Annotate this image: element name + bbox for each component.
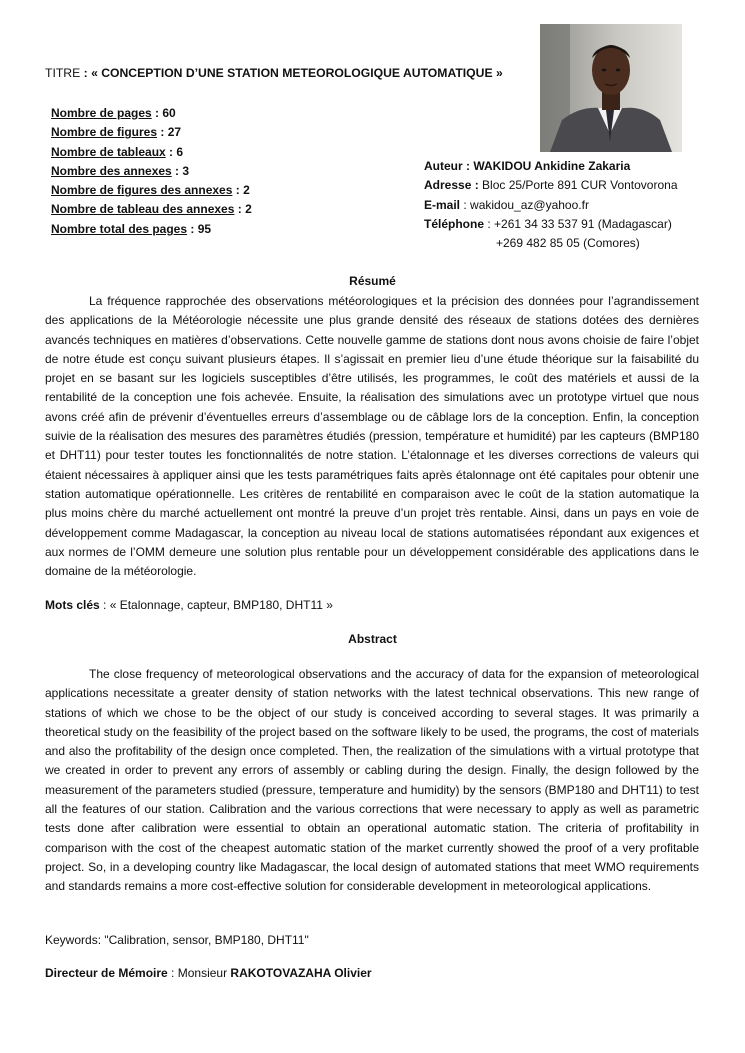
abstract-paragraph: The close frequency of meteorological observations and the accuracy of data for the expansion of meteorological applications necessitate a greater density of station networks with the latest technical observations. This new range of stations of which we chose to be the object of our study is conceived according to several stages. It was primarily a theoretical study on the feasibility of the project based on the software likely to be used, the programs, the cost of materials and also the profitability of the design once completed. Then, the realization of the simulations with a virtual prototype that we created in order to prevent any errors of assembly or cabling during the design. Finally, the design followed by the measurement of the parameters studied (pressure, temperature and humidity) by the sensors (BMP180 and DHT11) to test all the features of our station. Calibration and the various corrections that were necessary to apply as well as parametric tests done after calibration were essential to obtain an operational automatic station. The criteria of profitability in comparison with the cost of the cheapest automatic station of the market currently showed the proof of a very profitable project. So, in a developing country like Madagascar, the local design of automated stations that meet WMO requirements and standards remains a more cost-effective solution for considerable development in meteorological applications. [45,667,699,894]
author-info [424,157,678,253]
phone-row: Téléphone : +261 34 33 537 91 (Madagascar) [424,216,672,231]
stat-row: Nombre de figures : 27 [51,125,182,140]
directeur-label: Directeur de Mémoire [45,966,168,980]
directeur-name: RAKOTOVAZAHA Olivier [230,966,372,980]
abstract-heading: Abstract [348,632,397,646]
stat-row: Nombre de pages : 60 [51,106,176,120]
document-statistics [51,104,252,239]
resume-heading: Résumé [349,274,396,288]
author-name: WAKIDOU Ankidine Zakaria [473,159,631,173]
title-text: « CONCEPTION D’UNE STATION METEOROLOGIQUE AUTOMATIQUE » [91,66,503,80]
phone-value-madagascar: +261 34 33 537 91 (Madagascar) [494,216,672,231]
stat-row: Nombre des annexes : 3 [51,163,190,178]
address-value: Bloc 25/Porte 891 CUR Vontovorona [482,178,678,193]
author-name-row [424,157,678,176]
address-row [424,176,678,195]
phone-row-2 [424,234,678,253]
resume-paragraph: La fréquence rapprochée des observations météorologiques et la précision des données pour l’agrandissement des applications de la Météorologie nécessite une plus grande densité des réseaux de stations dotées des dernières avancés techniques en matières d’observations. Cette nouvelle gamme de stations dont nous avons choisie de faire l’objet de notre étude est conçu suivant plusieurs étapes. Il s’agissait en premier lieu d’une étude théorique sur la faisabilité du projet en se basant sur les logiciels susceptibles d’être utilisés, les programmes, le coût des matériels et aussi de la rentabilité de la conception une fois achevée. Ensuite, la réalisation des simulations avec un prototype virtuel que nous avons créé afin de prévenir d’éventuelles erreurs d’assemblage ou de câblage lors de la conception. Enfin, la conception suivie de la réalisation des mesures des paramètres étudiés (pression, température et humidité) par les capteurs (BMP180 et DHT11) pour tester toutes les fonctionnalités de notre station. L’étalonnage et les diverses corrections de valeurs qui étaient nécessaires à appliquer ainsi que les tests paramétriques faits après étalonnage ont été capitales pour obtenir une station automatique opérationnelle. Les critères de rentabilité en comparaison avec le coût de la station automatique la plus moins chère du marché actuellement ont montré la preuve d’un projet très rentable. Ainsi, dans un pays en voie de développement comme Madagascar, la conception au niveau local de stations automatisées répondant aux exigences et aux normes de l’OMM demeure une solution plus rentable pour un développement considérable des applications dans le domaine de la météorologie. [45,294,699,579]
keywords-line: Keywords: "Calibration, sensor, BMP180, DHT11" [45,933,309,947]
stat-value: 2 [245,202,252,217]
phone-label: Téléphone [424,216,485,231]
mots-cles-value: : « Etalonnage, capteur, BMP180, DHT11 » [99,598,333,612]
stat-row: Nombre de tableaux : 6 [51,144,184,159]
phone-value-comores: +269 482 85 05 (Comores) [496,236,640,251]
mots-cles-line [45,598,333,612]
stat-label: Nombre de figures des annexes [51,183,233,198]
directeur-separator: : Monsieur [167,966,231,980]
stat-row: Nombre de tableau des annexes : 2 [51,202,252,217]
email-value: wakidou_az@yahoo.fr [470,197,589,212]
author-photo [540,24,682,152]
stat-label: Nombre de tableau des annexes [51,202,235,217]
stat-label: Nombre de tableaux [51,144,166,159]
mots-cles-label: Mots clés [45,598,100,612]
stat-value: 6 [176,144,184,159]
stat-value: 95 [197,221,212,236]
thesis-title [45,66,503,80]
stat-label: Nombre des annexes [51,163,172,178]
email-label: E-mail [424,197,461,212]
author-label: Auteur : [424,159,470,173]
stat-row: Nombre de figures des annexes : 2 [51,183,250,198]
stat-value: 60 [162,106,176,120]
address-label: Adresse : [424,178,479,193]
stat-label: Nombre de figures [51,125,158,140]
stat-value: 2 [243,183,250,198]
directeur-line [45,966,372,980]
title-separator: : [80,66,92,80]
stat-label: Nombre de pages [51,106,152,120]
stat-label: Nombre total des pages [51,221,188,236]
title-prefix: TITRE [45,66,81,80]
stat-value: 3 [182,163,190,178]
stat-row: Nombre total des pages : 95 [51,221,212,236]
email-row: E-mail : wakidou_az@yahoo.fr [424,197,589,212]
stat-value: 27 [167,125,182,140]
